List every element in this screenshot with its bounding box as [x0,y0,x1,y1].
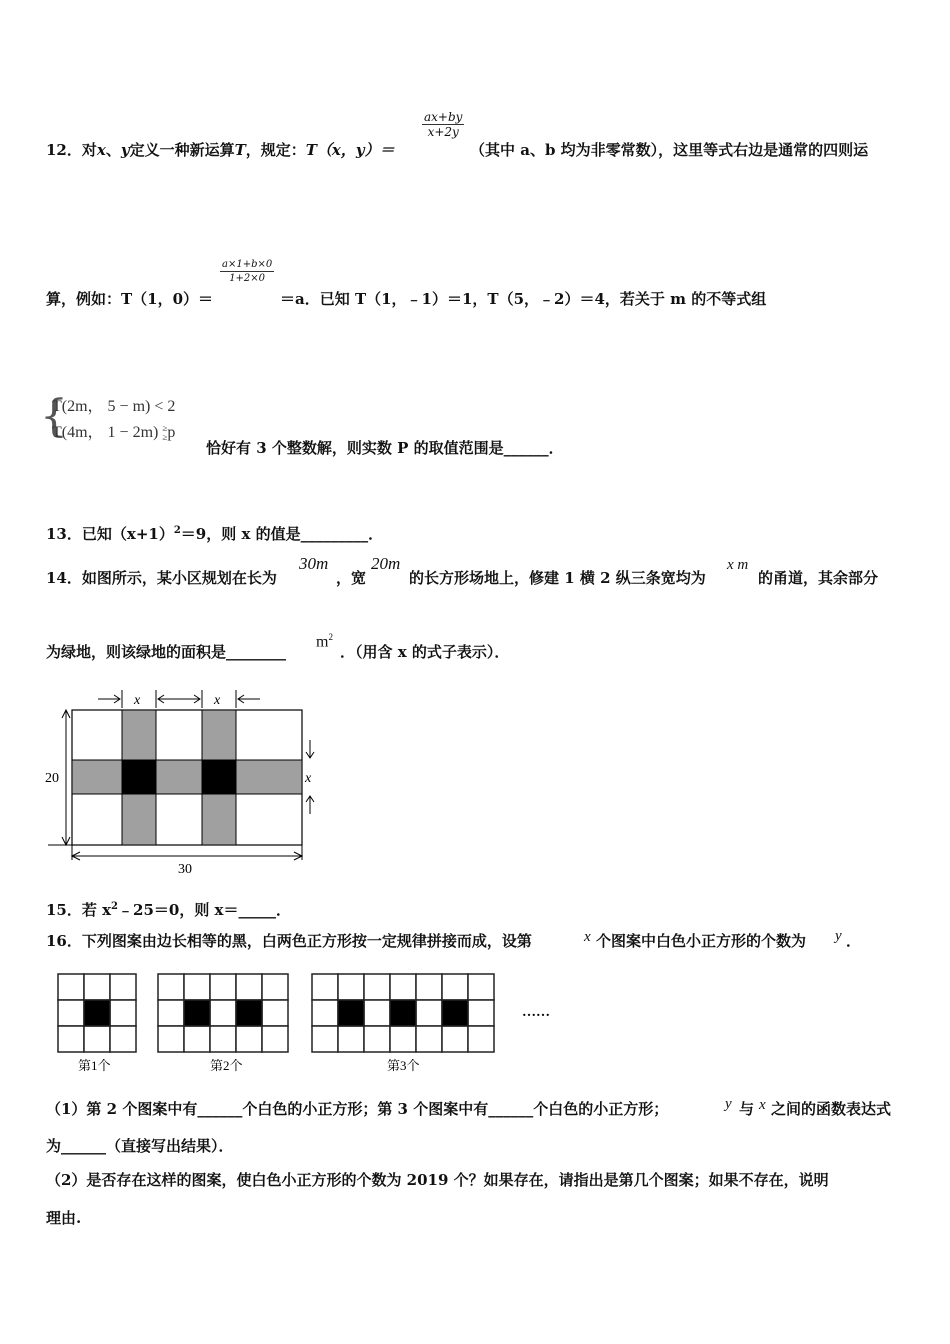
q13-text: 13．已知$(x+1)^2=9$，则 x 的值是_________． [46,525,384,543]
q16-part1-line2: 为______（直接写出结果）． [46,1137,234,1155]
road-width-label-1: x [134,693,141,708]
q16-var-y: y [835,928,842,944]
q16-var-x: x [584,929,591,945]
intersection-2 [202,760,236,794]
q16-text-a: 16．下列图案由边长相等的黑，白两色正方形按一定规律拼接而成，设第 [46,932,532,950]
field-height-label: 20 [45,771,59,786]
field-width-label: 30 [178,862,192,877]
q12-line1-tail: （其中 a、b 均为非零常数），这里等式右边是通常的四则运 [470,141,869,159]
road-width-label-3: x [305,771,312,786]
q12-line2-tail: ＝a．已知 T（1，﹣1）＝1，T（5，﹣2）＝4，若关于 m 的不等式组 [280,290,767,308]
pattern-1 [58,974,136,1052]
q16-text-c: ． [846,932,862,950]
q14-text-b: ，宽 [336,569,367,587]
road-width-label-2: x [214,693,221,708]
pattern-2 [158,974,288,1052]
q15-text: 15．若 $x^2﹣25=0$，则 x＝_____． [46,901,291,919]
q16-part1-tail: 之间的函数表达式 [771,1100,892,1118]
q16-part1-mid: 与 [739,1100,755,1118]
q16-part1-var-x: x [759,1097,766,1113]
q14-text-d: 的甬道，其余部分 [758,569,879,587]
left-brace-icon: { [40,391,68,442]
pattern-2-caption: 第2个 [210,1058,243,1073]
q16-part1-text: （1）第 2 个图案中有______个白色的小正方形；第 3 个图案中有______个白色的小正方形； [46,1100,669,1118]
pattern-3 [312,974,494,1052]
q14-line2-text: 为绿地，则该绿地的面积是________ [46,643,287,661]
q16-part2-line2: 理由. [46,1209,82,1227]
q14-text-a: 14．如图所示，某小区规划在长为 [46,569,277,587]
top-dimension-arrows [98,690,260,708]
q16-patterns [52,968,572,1078]
q14-field-diagram [40,688,330,878]
q16-text-b: 个图案中白色小正方形的个数为 [596,932,807,950]
q12-line1-text: 12．对x、y定义一种新运算T，规定：T（x，y）＝ [46,141,395,159]
q12-system-line1: T(2m， 5 − m) < 2 [52,398,176,415]
q12-definition-fraction: $\frac{ax+by}{x+2y}$ [424,110,463,139]
black-square [84,1000,110,1026]
q14-text-c: 的长方形场地上，修建 1 横 2 纵三条宽均为 [409,569,706,587]
q14-road-width: x m [727,557,749,573]
pattern-3-caption: 第3个 [387,1058,420,1073]
intersection-1 [122,760,156,794]
q14-line2-tail: ．（用含 x 的式子表示）． [340,643,510,661]
q12-system-line2: T(4m， 1 − 2m) ≥ ≥ p [52,423,176,443]
q16-part2-line1: （2）是否存在这样的图案，使白色小正方形的个数为 2019 个？如果存在，请指出是第几个图案；如果不存在，说明 [46,1171,829,1189]
q14-unit: $m^2$ [316,632,333,651]
q12-line2-text: 算，例如：T（1，0）＝ [46,290,214,308]
continuation-dots: …… [522,1005,550,1020]
q12-line3: 恰好有 3 个整数解，则实数 P 的取值范围是______． [206,439,564,457]
width-dimension [72,845,302,860]
q12-example-fraction: $\frac{a\times 1+b\times 0}{1+2\times 0}$ [222,259,273,284]
pattern-1-caption: 第1个 [78,1058,111,1073]
q16-part1-var-y: y [725,1096,732,1112]
horizontal-road [72,760,302,794]
q14-width: 20m [371,554,401,573]
q14-length: 30m [299,554,329,573]
